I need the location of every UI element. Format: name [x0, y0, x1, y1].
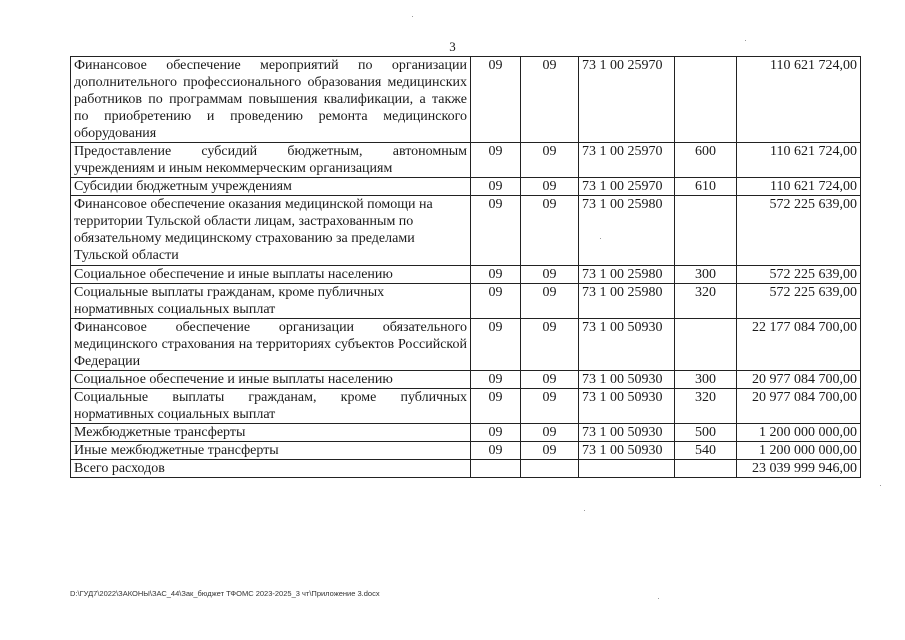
row-name: Финансовое обеспечение оказания медицинской помощи на территории Тульской области лицам, застрахованным по обязательному медицинскому страхованию за пределами Тульской области [71, 196, 471, 266]
table-row [71, 196, 861, 266]
row-name: Социальные выплаты гражданам, кроме публичных нормативных социальных выплат [71, 389, 471, 424]
table-row [71, 266, 861, 284]
row-expense-type: 540 [675, 442, 737, 460]
row-amount: 1 200 000 000,00 [737, 424, 861, 442]
scan-speck [412, 16, 413, 17]
row-section: 09 [471, 371, 521, 389]
row-target-article: 73 1 00 50930 [579, 389, 675, 424]
row-section: 09 [471, 178, 521, 196]
row-target-article: 73 1 00 25980 [579, 196, 675, 266]
row-subsection: 09 [521, 196, 579, 266]
row-target-article: 73 1 00 50930 [579, 424, 675, 442]
row-section: 09 [471, 424, 521, 442]
row-section [471, 460, 521, 478]
row-amount: 20 977 084 700,00 [737, 389, 861, 424]
row-section: 09 [471, 389, 521, 424]
table-row [71, 319, 861, 371]
row-target-article [579, 460, 675, 478]
row-amount: 110 621 724,00 [737, 57, 861, 143]
footer-file-path: D:\ГУД7\2022\ЗАКОНЫ\ЗАС_44\Зак_бюджет ТФОМС 2023-2025_3 чт\Приложение 3.docx [70, 589, 380, 598]
row-name: Финансовое обеспечение организации обязательного медицинского страхования на территориях субъектов Российской Федерации [71, 319, 471, 371]
row-amount: 572 225 639,00 [737, 266, 861, 284]
scan-speck [584, 510, 585, 511]
row-expense-type: 500 [675, 424, 737, 442]
row-subsection: 09 [521, 371, 579, 389]
row-expense-type: 300 [675, 266, 737, 284]
table-row [71, 424, 861, 442]
row-subsection: 09 [521, 319, 579, 371]
row-expense-type [675, 57, 737, 143]
row-expense-type: 300 [675, 371, 737, 389]
row-expense-type: 320 [675, 284, 737, 319]
row-section: 09 [471, 284, 521, 319]
row-subsection: 09 [521, 284, 579, 319]
row-name: Социальное обеспечение и иные выплаты населению [71, 371, 471, 389]
table-row-total [71, 460, 861, 478]
table-row [71, 389, 861, 424]
row-expense-type: 320 [675, 389, 737, 424]
row-amount: 23 039 999 946,00 [737, 460, 861, 478]
row-target-article: 73 1 00 50930 [579, 371, 675, 389]
row-target-article: 73 1 00 25980 [579, 284, 675, 319]
row-section: 09 [471, 57, 521, 143]
row-target-article: 73 1 00 50930 [579, 442, 675, 460]
row-target-article: 73 1 00 25980 [579, 266, 675, 284]
row-target-article: 73 1 00 50930 [579, 319, 675, 371]
row-amount: 22 177 084 700,00 [737, 319, 861, 371]
table-row [71, 442, 861, 460]
row-amount: 110 621 724,00 [737, 143, 861, 178]
row-section: 09 [471, 266, 521, 284]
scan-speck [600, 238, 601, 239]
row-target-article: 73 1 00 25970 [579, 143, 675, 178]
row-name: Всего расходов [71, 460, 471, 478]
table-row [71, 371, 861, 389]
row-name: Финансовое обеспечение мероприятий по организации дополнительного профессионального образования медицинских работников по программам повышения квалификации, а также по приобретению и проведению ремонта медицинского оборудования [71, 57, 471, 143]
row-amount: 572 225 639,00 [737, 284, 861, 319]
scan-speck [658, 598, 659, 599]
row-section: 09 [471, 143, 521, 178]
scan-speck [880, 485, 881, 486]
row-subsection: 09 [521, 57, 579, 143]
row-expense-type: 610 [675, 178, 737, 196]
expenditure-table [70, 56, 861, 478]
table-row [71, 57, 861, 143]
row-expense-type [675, 319, 737, 371]
row-name: Социальные выплаты гражданам, кроме публичных нормативных социальных выплат [71, 284, 471, 319]
page-number: 3 [449, 39, 456, 54]
row-amount: 110 621 724,00 [737, 178, 861, 196]
row-expense-type: 600 [675, 143, 737, 178]
row-section: 09 [471, 319, 521, 371]
table-row [71, 178, 861, 196]
row-expense-type [675, 196, 737, 266]
row-subsection [521, 460, 579, 478]
row-section: 09 [471, 196, 521, 266]
row-name: Социальное обеспечение и иные выплаты населению [71, 266, 471, 284]
row-name: Субсидии бюджетным учреждениям [71, 178, 471, 196]
row-subsection: 09 [521, 178, 579, 196]
table-row [71, 284, 861, 319]
row-subsection: 09 [521, 424, 579, 442]
row-name: Межбюджетные трансферты [71, 424, 471, 442]
scan-speck [745, 40, 746, 41]
row-subsection: 09 [521, 442, 579, 460]
row-target-article: 73 1 00 25970 [579, 178, 675, 196]
row-expense-type [675, 460, 737, 478]
row-amount: 20 977 084 700,00 [737, 371, 861, 389]
row-subsection: 09 [521, 389, 579, 424]
row-target-article: 73 1 00 25970 [579, 57, 675, 143]
row-amount: 572 225 639,00 [737, 196, 861, 266]
row-section: 09 [471, 442, 521, 460]
table-row [71, 143, 861, 178]
row-name: Иные межбюджетные трансферты [71, 442, 471, 460]
row-subsection: 09 [521, 143, 579, 178]
row-subsection: 09 [521, 266, 579, 284]
row-amount: 1 200 000 000,00 [737, 442, 861, 460]
row-name: Предоставление субсидий бюджетным, автономным учреждениям и иным некоммерческим организациям [71, 143, 471, 178]
